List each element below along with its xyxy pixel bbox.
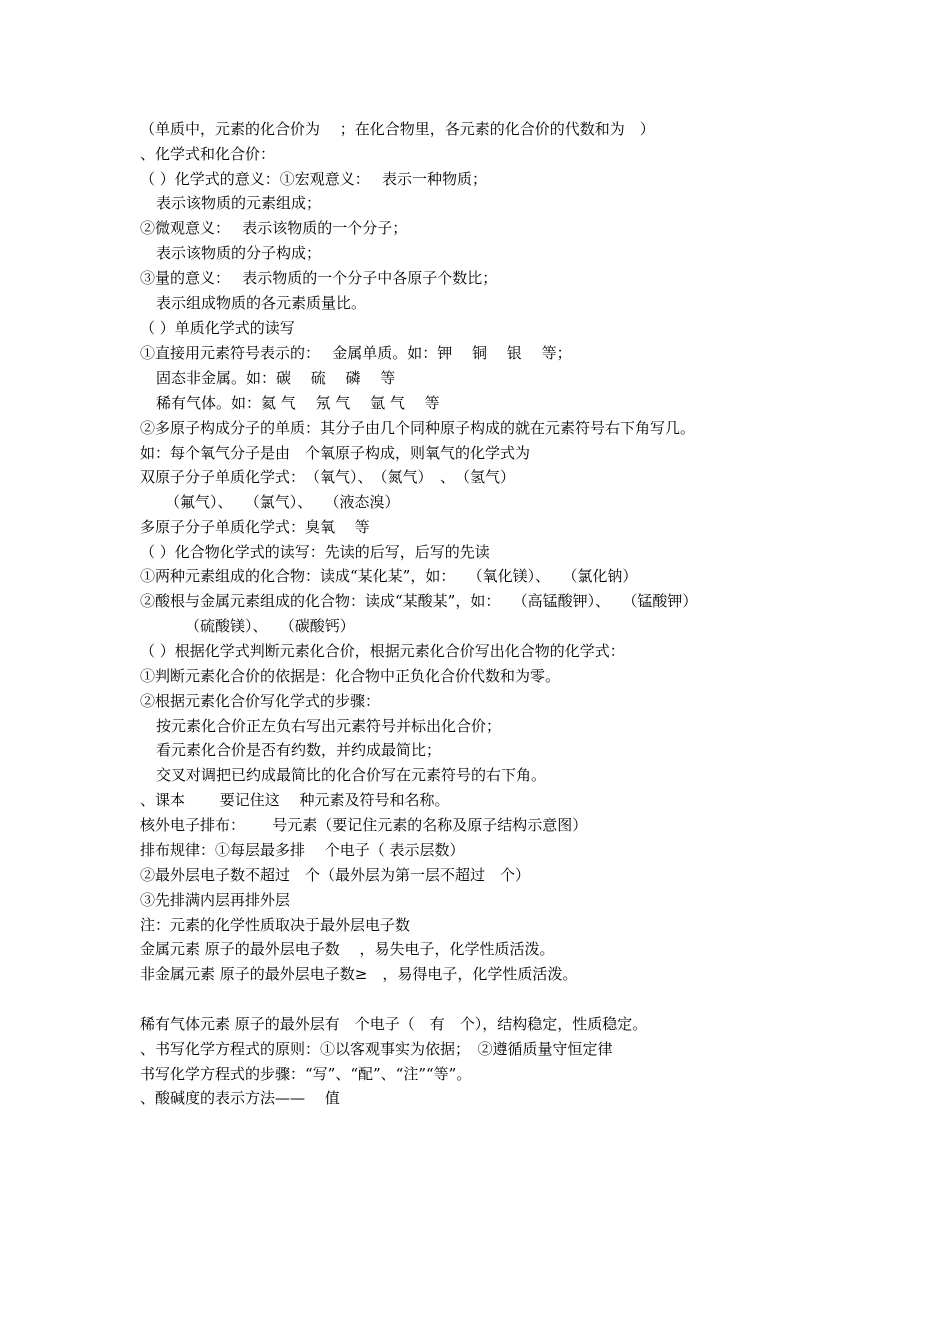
text-line-noble-gases: 稀有气体。如：氦 气 氖 气 氩 气 等 xyxy=(156,394,440,412)
text-line-textbook-elements: 、课本 要记住这 种元素及符号和名称。 xyxy=(140,791,450,809)
text-line-valence-determination-heading: （ ）根据化学式判断元素化合价，根据元素化合价写出化合物的化学式： xyxy=(140,642,625,660)
text-line-diatomic-formulas: 双原子分子单质化学式： （氧气）、 （氮气） 、 （氢气） xyxy=(140,468,516,486)
text-line-binary-compounds: ①两种元素组成的化合物：读成“某化某”，如： （氧化镁）、 （氯化钠） xyxy=(140,567,638,585)
text-line-arrangement-rule-1: 排布规律：①每层最多排 个电子（ 表示层数） xyxy=(140,841,465,859)
text-line-element-formula-heading: （ ）单质化学式的读写 xyxy=(140,319,295,337)
text-line-oxygen-example: 如：每个氧气分子是由 个氧原子构成，则氧气的化学式为 xyxy=(140,444,531,462)
text-line-equation-steps: 书写化学方程式的步骤：“写”、“配”、“注”“等”。 xyxy=(140,1065,472,1083)
text-line-chemical-property-note: 注：元素的化学性质取决于最外层电子数 xyxy=(140,916,411,934)
text-line-solid-nonmetals: 固态非金属。如：碳 硫 磷 等 xyxy=(156,369,396,387)
text-line-micro-meaning: ②微观意义： 表示该物质的一个分子； xyxy=(140,219,408,237)
text-line-electron-arrangement: 核外电子排布： 号元素（要记住元素的名称及原子结构示意图） xyxy=(140,816,588,834)
text-line-equation-principles: 、书写化学方程式的原则：①以客观事实为依据； ②遵循质量守恒定律 xyxy=(140,1040,613,1058)
text-line-arrangement-rule-3: ③先排满内层再排外层 xyxy=(140,891,291,909)
text-line-metal-elements: ①直接用元素符号表示的： 金属单质。如：钾 铜 银 等； xyxy=(140,344,572,362)
text-line-element-composition: 表示该物质的元素组成； xyxy=(156,194,322,212)
text-line-step-simplify: 看元素化合价是否有约数，并约成最简比； xyxy=(156,741,442,759)
text-line-metal-electron-rule: 金属元素 原子的最外层电子数 ，易失电子，化学性质活泼。 xyxy=(140,940,555,958)
text-line-acid-radical-compounds: ②酸根与金属元素组成的化合物：读成“某酸某”，如： （高锰酸钾）、 （锰酸钾） xyxy=(140,592,698,610)
text-line-compound-formula-heading: （ ）化合物化学式的读写：先读的后写，后写的先读 xyxy=(140,543,490,561)
text-line-polyatomic-elements: ②多原子构成分子的单质：其分子由几个同种原子构成的就在元素符号右下角写几。 xyxy=(140,419,696,437)
text-line-molecular-structure: 表示该物质的分子构成； xyxy=(156,244,322,262)
text-line-sulfate-carbonate: （硫酸镁）、 （碳酸钙） xyxy=(185,617,355,635)
text-line-valence-basis: ①判断元素化合价的依据是：化合物中正负化合价代数和为零。 xyxy=(140,667,561,685)
text-line-ph-method: 、酸碱度的表示方法—— 值 xyxy=(140,1089,340,1107)
text-line-arrangement-rule-2: ②最外层电子数不超过 个（最外层为第一层不超过 个） xyxy=(140,866,531,884)
text-line-formula-meaning: （ ）化学式的意义：①宏观意义： 表示一种物质； xyxy=(140,170,488,188)
text-line-formula-valence-heading: 、化学式和化合价： xyxy=(140,145,276,163)
text-line-noble-gas-electron-rule: 稀有气体元素 原子的最外层有 个电子（ 有 个），结构稳定，性质稳定。 xyxy=(140,1015,648,1033)
text-line-halogen-formulas: （氟气）、 （氯气）、 （液态溴） xyxy=(165,493,400,511)
text-line-nonmetal-electron-rule: 非金属元素 原子的最外层电子数≥ ，易得电子，化学性质活泼。 xyxy=(140,965,578,983)
text-line-step-cross: 交叉对调把已约成最简比的化合价写在元素符号的右下角。 xyxy=(156,766,547,784)
text-line-polyatomic-formulas: 多原子分子单质化学式：臭氧 等 xyxy=(140,518,370,536)
text-line-formula-steps-heading: ②根据元素化合价写化学式的步骤： xyxy=(140,692,381,710)
text-line-mass-ratio: 表示组成物质的各元素质量比。 xyxy=(156,294,367,312)
text-line-step-write-symbols: 按元素化合价正左负右写出元素符号并标出化合价； xyxy=(156,717,502,735)
text-line-quantity-meaning: ③量的意义： 表示物质的一个分子中各原子个数比； xyxy=(140,269,498,287)
text-line-valence-rule: （单质中，元素的化合价为 ；在化合物里，各元素的化合价的代数和为 ） xyxy=(140,120,655,138)
